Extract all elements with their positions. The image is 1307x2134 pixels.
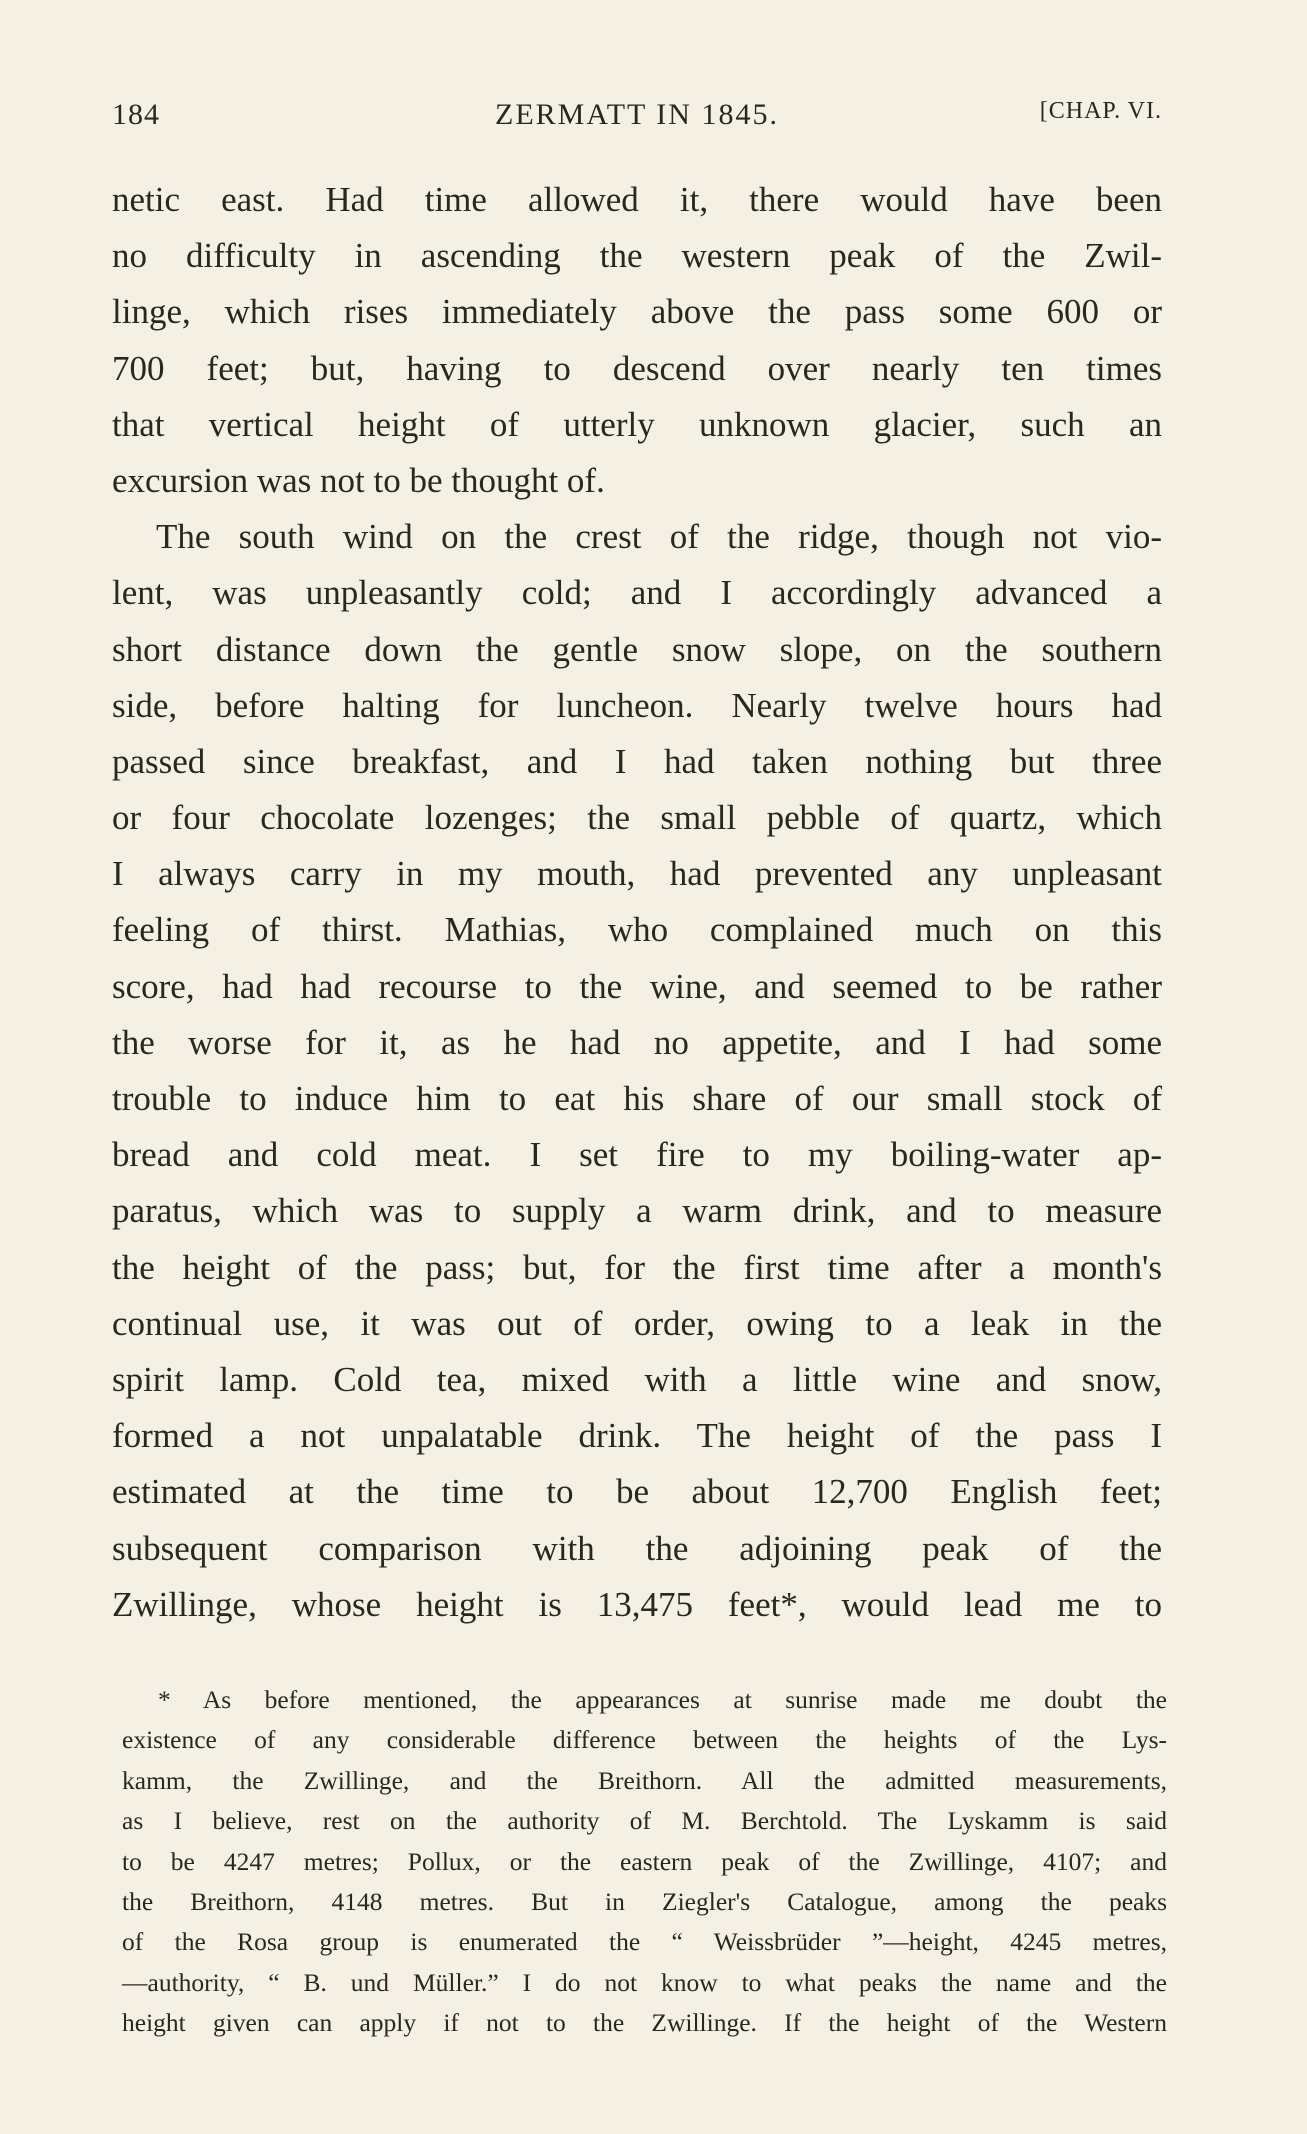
body-line: continual use, it was out of order, owing to a leak in the <box>112 1303 1162 1343</box>
body-line: lent, was unpleasantly cold; and I accordingly advanced a <box>112 573 1162 613</box>
body-line: formed a not unpalatable drink. The height of the pass I <box>112 1416 1162 1456</box>
body-line: side, before halting for luncheon. Nearly twelve hours had <box>112 685 1162 725</box>
body-line: or four chocolate lozenges; the small pebble of quartz, which <box>112 798 1162 838</box>
footnote-line: kamm, the Zwillinge, and the Breithorn. All the admitted measurements, <box>122 1765 1167 1795</box>
chapter-marker: [CHAP. VI. <box>1039 98 1162 124</box>
body-line: that vertical height of utterly unknown glacier, such an <box>112 404 1162 444</box>
body-line: excursion was not to be thought of. <box>112 460 605 500</box>
footnote-line: —authority, “ B. und Müller.” I do not know to what peaks the name and the <box>122 1967 1167 1997</box>
body-line: 700 feet; but, having to descend over nearly ten times <box>112 348 1162 388</box>
running-title: ZERMATT IN 1845. <box>495 98 779 131</box>
body-line: short distance down the gentle snow slope, on the southern <box>112 629 1162 669</box>
body-line: I always carry in my mouth, had prevented any unpleasant <box>112 854 1162 894</box>
footnote <box>122 1680 1167 2044</box>
body-text <box>112 172 1162 1633</box>
body-line: The south wind on the crest of the ridge, though not vio- <box>156 517 1162 557</box>
footnote-line: to be 4247 metres; Pollux, or the eastern peak of the Zwillinge, 4107; and <box>122 1846 1167 1876</box>
body-line: the worse for it, as he had no appetite, and I had some <box>112 1022 1162 1062</box>
footnote-line: existence of any considerable difference between the heights of the Lys- <box>122 1725 1167 1755</box>
body-line: paratus, which was to supply a warm drink, and to measure <box>112 1191 1162 1231</box>
footnote-line: as I believe, rest on the authority of M. Berchtold. The Lyskamm is said <box>122 1806 1167 1836</box>
body-line: the height of the pass; but, for the first time after a month's <box>112 1247 1162 1287</box>
body-line: Zwillinge, whose height is 13,475 feet*, would lead me to <box>112 1584 1162 1624</box>
body-line: bread and cold meat. I set fire to my boiling-water ap- <box>112 1135 1162 1175</box>
page-number: 184 <box>112 98 160 131</box>
body-line: netic east. Had time allowed it, there would have been <box>112 180 1162 219</box>
body-line: spirit lamp. Cold tea, mixed with a little wine and snow, <box>112 1359 1162 1399</box>
body-line: score, had had recourse to the wine, and seemed to be rather <box>112 966 1162 1006</box>
body-line: no difficulty in ascending the western peak of the Zwil- <box>112 236 1162 276</box>
body-line: trouble to induce him to eat his share of our small stock of <box>112 1079 1162 1118</box>
body-line: subsequent comparison with the adjoining peak of the <box>112 1528 1162 1568</box>
body-line: feeling of thirst. Mathias, who complained much on this <box>112 910 1162 950</box>
body-line: passed since breakfast, and I had taken nothing but three <box>112 741 1162 781</box>
body-line: estimated at the time to be about 12,700 English feet; <box>112 1472 1162 1512</box>
footnote-line: * As before mentioned, the appearances at sunrise made me doubt the <box>158 1685 1167 1714</box>
footnote-line: the Breithorn, 4148 metres. But in Ziegler's Catalogue, among the peaks <box>122 1886 1167 1916</box>
footnote-line: of the Rosa group is enumerated the “ Weissbrüder ”—height, 4245 metres, <box>122 1927 1167 1957</box>
footnote-line: height given can apply if not to the Zwillinge. If the height of the Western <box>122 2008 1167 2038</box>
running-head <box>112 98 1162 138</box>
body-line: linge, which rises immediately above the pass some 600 or <box>112 292 1162 332</box>
